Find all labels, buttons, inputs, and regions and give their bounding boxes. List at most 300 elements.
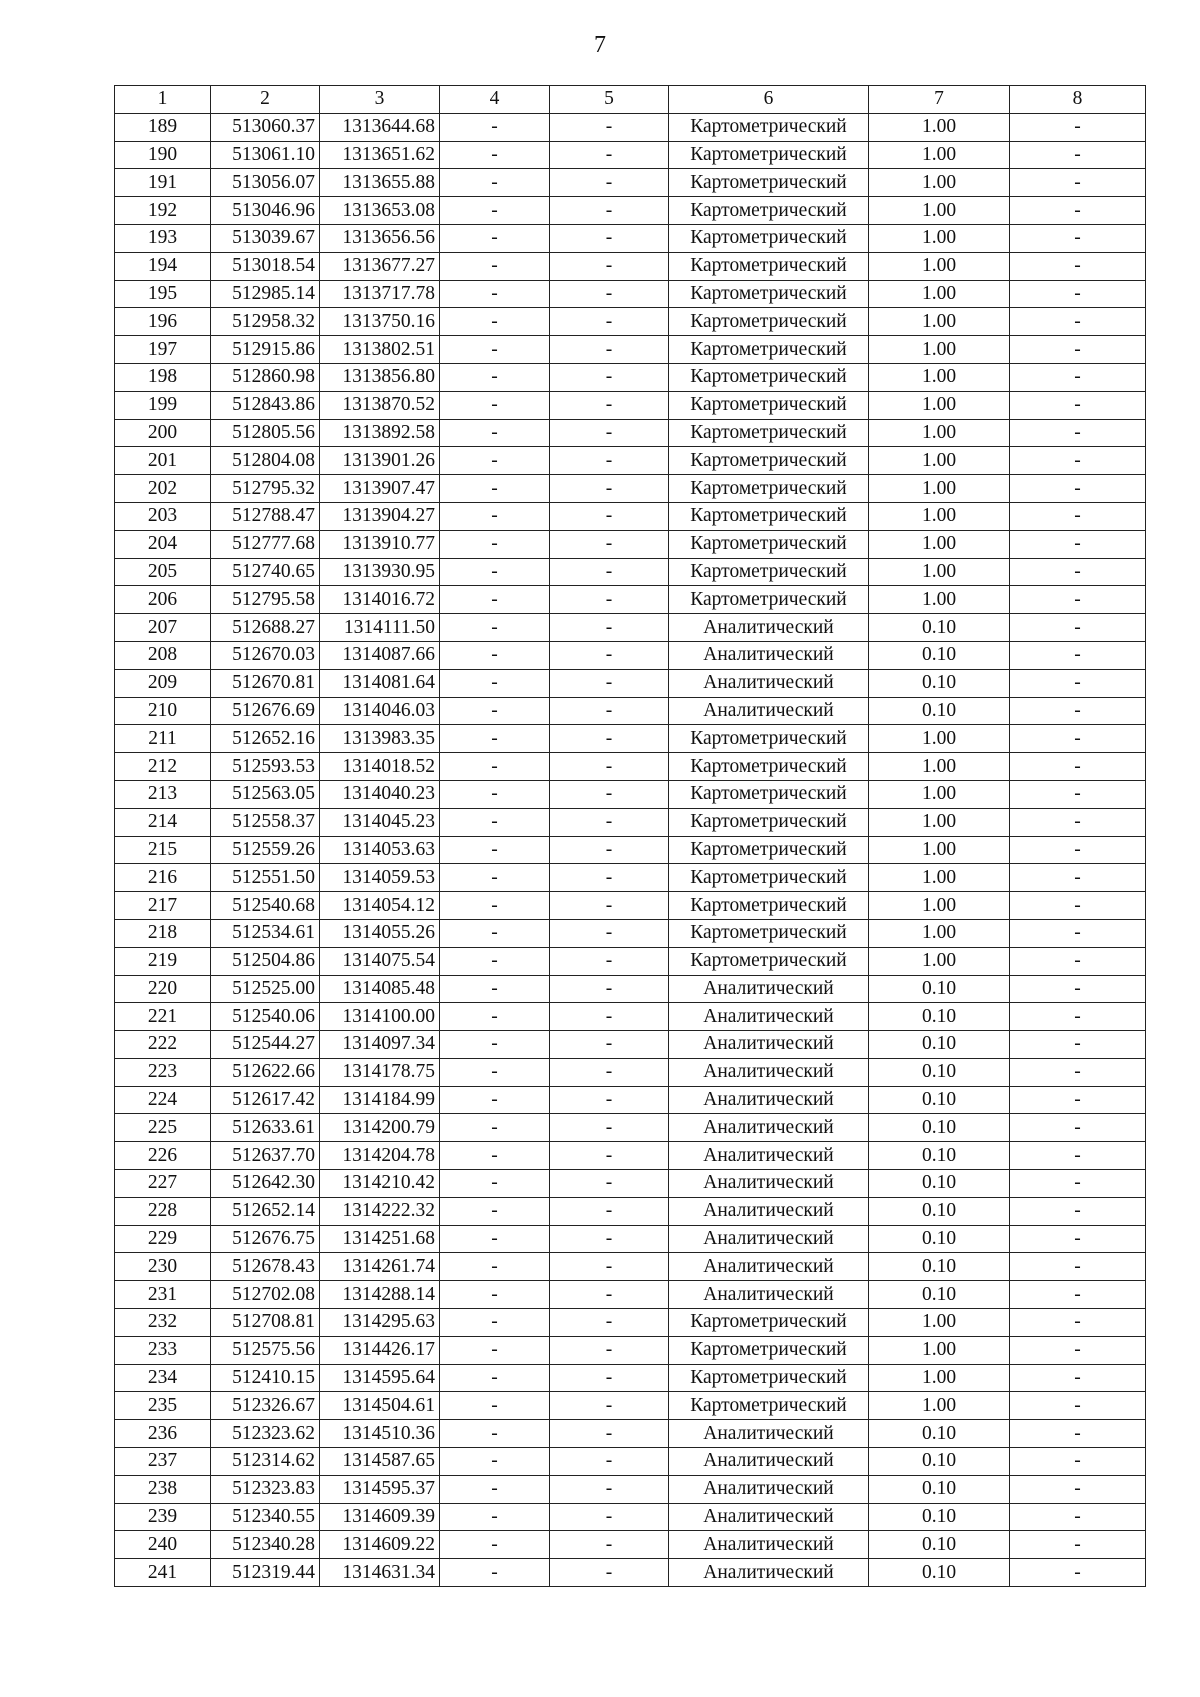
x-coordinate-cell: 512563.05 (211, 780, 320, 808)
column-5-value-cell: - (550, 475, 669, 503)
table-row (115, 1031, 1146, 1059)
method-cell: Аналитический (669, 1503, 869, 1531)
y-coordinate-cell: 1314055.26 (320, 919, 440, 947)
point-number-cell: 223 (115, 1058, 211, 1086)
accuracy-cell: 0.10 (869, 1475, 1010, 1503)
accuracy-cell: 1.00 (869, 1364, 1010, 1392)
accuracy-cell: 0.10 (869, 1003, 1010, 1031)
column-5-value-cell: - (550, 1559, 669, 1587)
column-8-value-cell: - (1010, 363, 1146, 391)
y-coordinate-cell: 1314087.66 (320, 641, 440, 669)
column-5-value-cell: - (550, 836, 669, 864)
accuracy-cell: 1.00 (869, 780, 1010, 808)
column-4-value-cell: - (440, 1364, 550, 1392)
accuracy-cell: 0.10 (869, 1253, 1010, 1281)
column-5-value-cell: - (550, 1058, 669, 1086)
point-number-cell: 214 (115, 808, 211, 836)
method-cell: Картометрический (669, 113, 869, 141)
point-number-cell: 209 (115, 669, 211, 697)
table-row (115, 919, 1146, 947)
column-4-value-cell: - (440, 780, 550, 808)
method-cell: Аналитический (669, 1170, 869, 1198)
table-row (115, 224, 1146, 252)
y-coordinate-cell: 1314053.63 (320, 836, 440, 864)
accuracy-cell: 1.00 (869, 336, 1010, 364)
x-coordinate-cell: 512617.42 (211, 1086, 320, 1114)
column-4-value-cell: - (440, 725, 550, 753)
column-8-value-cell: - (1010, 697, 1146, 725)
y-coordinate-cell: 1314595.64 (320, 1364, 440, 1392)
y-coordinate-cell: 1314100.00 (320, 1003, 440, 1031)
y-coordinate-cell: 1314631.34 (320, 1559, 440, 1587)
y-coordinate-cell: 1313904.27 (320, 502, 440, 530)
method-cell: Аналитический (669, 1281, 869, 1309)
column-8-value-cell: - (1010, 1336, 1146, 1364)
x-coordinate-cell: 512843.86 (211, 391, 320, 419)
y-coordinate-cell: 1314426.17 (320, 1336, 440, 1364)
x-coordinate-cell: 512633.61 (211, 1114, 320, 1142)
point-number-cell: 210 (115, 697, 211, 725)
column-header: 5 (550, 86, 669, 114)
method-cell: Картометрический (669, 1309, 869, 1337)
column-4-value-cell: - (440, 1003, 550, 1031)
column-8-value-cell: - (1010, 502, 1146, 530)
method-cell: Картометрический (669, 780, 869, 808)
y-coordinate-cell: 1313802.51 (320, 336, 440, 364)
table-row (115, 1559, 1146, 1587)
y-coordinate-cell: 1313856.80 (320, 363, 440, 391)
column-8-value-cell: - (1010, 391, 1146, 419)
table-row (115, 753, 1146, 781)
table-row (115, 1058, 1146, 1086)
column-header: 8 (1010, 86, 1146, 114)
accuracy-cell: 1.00 (869, 1392, 1010, 1420)
accuracy-cell: 0.10 (869, 1114, 1010, 1142)
y-coordinate-cell: 1314184.99 (320, 1086, 440, 1114)
column-8-value-cell: - (1010, 614, 1146, 642)
column-8-value-cell: - (1010, 1031, 1146, 1059)
column-8-value-cell: - (1010, 197, 1146, 225)
point-number-cell: 201 (115, 447, 211, 475)
method-cell: Аналитический (669, 641, 869, 669)
column-5-value-cell: - (550, 447, 669, 475)
accuracy-cell: 0.10 (869, 1448, 1010, 1476)
y-coordinate-cell: 1314059.53 (320, 864, 440, 892)
method-cell: Картометрический (669, 336, 869, 364)
accuracy-cell: 1.00 (869, 919, 1010, 947)
table-row (115, 1197, 1146, 1225)
column-8-value-cell: - (1010, 836, 1146, 864)
accuracy-cell: 1.00 (869, 141, 1010, 169)
method-cell: Картометрический (669, 947, 869, 975)
column-5-value-cell: - (550, 308, 669, 336)
x-coordinate-cell: 512622.66 (211, 1058, 320, 1086)
column-5-value-cell: - (550, 1086, 669, 1114)
column-8-value-cell: - (1010, 419, 1146, 447)
x-coordinate-cell: 512593.53 (211, 753, 320, 781)
method-cell: Картометрический (669, 919, 869, 947)
accuracy-cell: 0.10 (869, 1420, 1010, 1448)
y-coordinate-cell: 1313901.26 (320, 447, 440, 475)
column-5-value-cell: - (550, 1392, 669, 1420)
x-coordinate-cell: 512559.26 (211, 836, 320, 864)
point-number-cell: 190 (115, 141, 211, 169)
accuracy-cell: 0.10 (869, 641, 1010, 669)
point-number-cell: 216 (115, 864, 211, 892)
x-coordinate-cell: 512558.37 (211, 808, 320, 836)
column-5-value-cell: - (550, 641, 669, 669)
column-4-value-cell: - (440, 113, 550, 141)
table-row (115, 975, 1146, 1003)
point-number-cell: 217 (115, 892, 211, 920)
method-cell: Картометрический (669, 1392, 869, 1420)
x-coordinate-cell: 512551.50 (211, 864, 320, 892)
point-number-cell: 211 (115, 725, 211, 753)
method-cell: Аналитический (669, 1475, 869, 1503)
table-row (115, 280, 1146, 308)
column-4-value-cell: - (440, 475, 550, 503)
x-coordinate-cell: 512652.14 (211, 1197, 320, 1225)
column-4-value-cell: - (440, 1086, 550, 1114)
x-coordinate-cell: 512540.68 (211, 892, 320, 920)
method-cell: Картометрический (669, 197, 869, 225)
method-cell: Картометрический (669, 447, 869, 475)
accuracy-cell: 0.10 (869, 1142, 1010, 1170)
x-coordinate-cell: 512544.27 (211, 1031, 320, 1059)
column-8-value-cell: - (1010, 586, 1146, 614)
point-number-cell: 204 (115, 530, 211, 558)
column-8-value-cell: - (1010, 224, 1146, 252)
method-cell: Картометрический (669, 391, 869, 419)
column-5-value-cell: - (550, 697, 669, 725)
y-coordinate-cell: 1314204.78 (320, 1142, 440, 1170)
column-4-value-cell: - (440, 197, 550, 225)
point-number-cell: 233 (115, 1336, 211, 1364)
point-number-cell: 229 (115, 1225, 211, 1253)
x-coordinate-cell: 512740.65 (211, 558, 320, 586)
point-number-cell: 198 (115, 363, 211, 391)
point-number-cell: 194 (115, 252, 211, 280)
column-8-value-cell: - (1010, 558, 1146, 586)
table-row (115, 1336, 1146, 1364)
column-5-value-cell: - (550, 336, 669, 364)
table-row (115, 475, 1146, 503)
column-5-value-cell: - (550, 725, 669, 753)
accuracy-cell: 0.10 (869, 697, 1010, 725)
column-4-value-cell: - (440, 1114, 550, 1142)
y-coordinate-cell: 1314178.75 (320, 1058, 440, 1086)
column-5-value-cell: - (550, 919, 669, 947)
accuracy-cell: 1.00 (869, 947, 1010, 975)
column-4-value-cell: - (440, 1309, 550, 1337)
column-5-value-cell: - (550, 1309, 669, 1337)
y-coordinate-cell: 1313653.08 (320, 197, 440, 225)
method-cell: Аналитический (669, 1142, 869, 1170)
table-row (115, 892, 1146, 920)
accuracy-cell: 1.00 (869, 113, 1010, 141)
point-number-cell: 239 (115, 1503, 211, 1531)
column-4-value-cell: - (440, 308, 550, 336)
point-number-cell: 189 (115, 113, 211, 141)
column-8-value-cell: - (1010, 447, 1146, 475)
x-coordinate-cell: 512319.44 (211, 1559, 320, 1587)
x-coordinate-cell: 512688.27 (211, 614, 320, 642)
y-coordinate-cell: 1314016.72 (320, 586, 440, 614)
y-coordinate-cell: 1314046.03 (320, 697, 440, 725)
point-number-cell: 202 (115, 475, 211, 503)
accuracy-cell: 1.00 (869, 224, 1010, 252)
accuracy-cell: 1.00 (869, 725, 1010, 753)
point-number-cell: 224 (115, 1086, 211, 1114)
column-8-value-cell: - (1010, 1197, 1146, 1225)
table-row (115, 308, 1146, 336)
point-number-cell: 232 (115, 1309, 211, 1337)
table-row (115, 113, 1146, 141)
column-5-value-cell: - (550, 280, 669, 308)
column-5-value-cell: - (550, 1031, 669, 1059)
x-coordinate-cell: 512777.68 (211, 530, 320, 558)
y-coordinate-cell: 1313907.47 (320, 475, 440, 503)
accuracy-cell: 1.00 (869, 586, 1010, 614)
column-5-value-cell: - (550, 169, 669, 197)
method-cell: Картометрический (669, 363, 869, 391)
accuracy-cell: 0.10 (869, 1225, 1010, 1253)
column-4-value-cell: - (440, 1420, 550, 1448)
column-8-value-cell: - (1010, 1448, 1146, 1476)
column-4-value-cell: - (440, 558, 550, 586)
column-4-value-cell: - (440, 1503, 550, 1531)
column-4-value-cell: - (440, 975, 550, 1003)
x-coordinate-cell: 512323.83 (211, 1475, 320, 1503)
method-cell: Картометрический (669, 1336, 869, 1364)
x-coordinate-cell: 512670.03 (211, 641, 320, 669)
column-4-value-cell: - (440, 614, 550, 642)
point-number-cell: 222 (115, 1031, 211, 1059)
column-4-value-cell: - (440, 1253, 550, 1281)
column-5-value-cell: - (550, 1225, 669, 1253)
method-cell: Аналитический (669, 1448, 869, 1476)
accuracy-cell: 0.10 (869, 1559, 1010, 1587)
point-number-cell: 234 (115, 1364, 211, 1392)
accuracy-cell: 1.00 (869, 280, 1010, 308)
table-row (115, 1086, 1146, 1114)
column-8-value-cell: - (1010, 1142, 1146, 1170)
column-5-value-cell: - (550, 197, 669, 225)
column-8-value-cell: - (1010, 975, 1146, 1003)
table-row (115, 169, 1146, 197)
column-5-value-cell: - (550, 586, 669, 614)
table-row (115, 419, 1146, 447)
table-row (115, 1531, 1146, 1559)
x-coordinate-cell: 512804.08 (211, 447, 320, 475)
x-coordinate-cell: 512525.00 (211, 975, 320, 1003)
method-cell: Картометрический (669, 892, 869, 920)
point-number-cell: 205 (115, 558, 211, 586)
method-cell: Аналитический (669, 1031, 869, 1059)
method-cell: Картометрический (669, 169, 869, 197)
y-coordinate-cell: 1314595.37 (320, 1475, 440, 1503)
x-coordinate-cell: 512676.69 (211, 697, 320, 725)
table-body (115, 113, 1146, 1586)
accuracy-cell: 0.10 (869, 1531, 1010, 1559)
point-number-cell: 235 (115, 1392, 211, 1420)
column-header: 4 (440, 86, 550, 114)
method-cell: Картометрический (669, 725, 869, 753)
point-number-cell: 191 (115, 169, 211, 197)
method-cell: Аналитический (669, 1058, 869, 1086)
point-number-cell: 221 (115, 1003, 211, 1031)
method-cell: Картометрический (669, 808, 869, 836)
column-5-value-cell: - (550, 669, 669, 697)
column-header: 1 (115, 86, 211, 114)
column-8-value-cell: - (1010, 141, 1146, 169)
column-header: 3 (320, 86, 440, 114)
table-row (115, 363, 1146, 391)
table-row (115, 1364, 1146, 1392)
accuracy-cell: 1.00 (869, 892, 1010, 920)
table-row (115, 391, 1146, 419)
table-row (115, 252, 1146, 280)
column-5-value-cell: - (550, 614, 669, 642)
column-8-value-cell: - (1010, 753, 1146, 781)
accuracy-cell: 1.00 (869, 1309, 1010, 1337)
column-4-value-cell: - (440, 947, 550, 975)
table-row (115, 1392, 1146, 1420)
column-5-value-cell: - (550, 558, 669, 586)
table-row (115, 141, 1146, 169)
point-number-cell: 207 (115, 614, 211, 642)
y-coordinate-cell: 1314040.23 (320, 780, 440, 808)
column-4-value-cell: - (440, 502, 550, 530)
method-cell: Аналитический (669, 1531, 869, 1559)
accuracy-cell: 0.10 (869, 669, 1010, 697)
column-5-value-cell: - (550, 1114, 669, 1142)
point-number-cell: 196 (115, 308, 211, 336)
column-5-value-cell: - (550, 113, 669, 141)
column-5-value-cell: - (550, 530, 669, 558)
table-row (115, 502, 1146, 530)
accuracy-cell: 1.00 (869, 308, 1010, 336)
point-number-cell: 203 (115, 502, 211, 530)
column-4-value-cell: - (440, 252, 550, 280)
column-5-value-cell: - (550, 1420, 669, 1448)
column-5-value-cell: - (550, 363, 669, 391)
method-cell: Аналитический (669, 975, 869, 1003)
column-8-value-cell: - (1010, 280, 1146, 308)
y-coordinate-cell: 1313750.16 (320, 308, 440, 336)
coordinates-table (114, 85, 1146, 1587)
column-8-value-cell: - (1010, 1003, 1146, 1031)
column-8-value-cell: - (1010, 1253, 1146, 1281)
column-8-value-cell: - (1010, 1503, 1146, 1531)
column-5-value-cell: - (550, 1142, 669, 1170)
column-8-value-cell: - (1010, 308, 1146, 336)
method-cell: Картометрический (669, 586, 869, 614)
method-cell: Картометрический (669, 141, 869, 169)
method-cell: Аналитический (669, 697, 869, 725)
column-5-value-cell: - (550, 1253, 669, 1281)
y-coordinate-cell: 1313656.56 (320, 224, 440, 252)
column-4-value-cell: - (440, 836, 550, 864)
y-coordinate-cell: 1314609.39 (320, 1503, 440, 1531)
column-4-value-cell: - (440, 1475, 550, 1503)
column-8-value-cell: - (1010, 336, 1146, 364)
y-coordinate-cell: 1314504.61 (320, 1392, 440, 1420)
table-row (115, 586, 1146, 614)
y-coordinate-cell: 1313655.88 (320, 169, 440, 197)
column-8-value-cell: - (1010, 669, 1146, 697)
table-row (115, 725, 1146, 753)
column-5-value-cell: - (550, 141, 669, 169)
point-number-cell: 237 (115, 1448, 211, 1476)
method-cell: Аналитический (669, 1003, 869, 1031)
column-5-value-cell: - (550, 780, 669, 808)
x-coordinate-cell: 512678.43 (211, 1253, 320, 1281)
point-number-cell: 218 (115, 919, 211, 947)
point-number-cell: 199 (115, 391, 211, 419)
point-number-cell: 200 (115, 419, 211, 447)
method-cell: Картометрический (669, 836, 869, 864)
x-coordinate-cell: 512323.62 (211, 1420, 320, 1448)
point-number-cell: 213 (115, 780, 211, 808)
point-number-cell: 230 (115, 1253, 211, 1281)
method-cell: Картометрический (669, 558, 869, 586)
column-8-value-cell: - (1010, 1559, 1146, 1587)
column-4-value-cell: - (440, 224, 550, 252)
table-row (115, 1114, 1146, 1142)
accuracy-cell: 1.00 (869, 475, 1010, 503)
point-number-cell: 227 (115, 1170, 211, 1198)
accuracy-cell: 0.10 (869, 1197, 1010, 1225)
table-row (115, 1448, 1146, 1476)
column-header: 2 (211, 86, 320, 114)
method-cell: Аналитический (669, 1225, 869, 1253)
column-8-value-cell: - (1010, 864, 1146, 892)
accuracy-cell: 1.00 (869, 864, 1010, 892)
accuracy-cell: 0.10 (869, 1170, 1010, 1198)
y-coordinate-cell: 1314111.50 (320, 614, 440, 642)
column-8-value-cell: - (1010, 530, 1146, 558)
method-cell: Аналитический (669, 1114, 869, 1142)
method-cell: Картометрический (669, 308, 869, 336)
column-4-value-cell: - (440, 363, 550, 391)
y-coordinate-cell: 1314251.68 (320, 1225, 440, 1253)
y-coordinate-cell: 1313651.62 (320, 141, 440, 169)
x-coordinate-cell: 512795.58 (211, 586, 320, 614)
y-coordinate-cell: 1314609.22 (320, 1531, 440, 1559)
x-coordinate-cell: 512652.16 (211, 725, 320, 753)
y-coordinate-cell: 1313870.52 (320, 391, 440, 419)
method-cell: Картометрический (669, 252, 869, 280)
y-coordinate-cell: 1314295.63 (320, 1309, 440, 1337)
accuracy-cell: 0.10 (869, 1281, 1010, 1309)
x-coordinate-cell: 512670.81 (211, 669, 320, 697)
point-number-cell: 225 (115, 1114, 211, 1142)
table-row (115, 1475, 1146, 1503)
column-8-value-cell: - (1010, 1086, 1146, 1114)
y-coordinate-cell: 1314210.42 (320, 1170, 440, 1198)
y-coordinate-cell: 1313644.68 (320, 113, 440, 141)
accuracy-cell: 0.10 (869, 614, 1010, 642)
column-8-value-cell: - (1010, 1058, 1146, 1086)
method-cell: Аналитический (669, 1086, 869, 1114)
table-row (115, 808, 1146, 836)
y-coordinate-cell: 1314085.48 (320, 975, 440, 1003)
method-cell: Аналитический (669, 1420, 869, 1448)
method-cell: Аналитический (669, 669, 869, 697)
x-coordinate-cell: 512985.14 (211, 280, 320, 308)
table-row (115, 947, 1146, 975)
